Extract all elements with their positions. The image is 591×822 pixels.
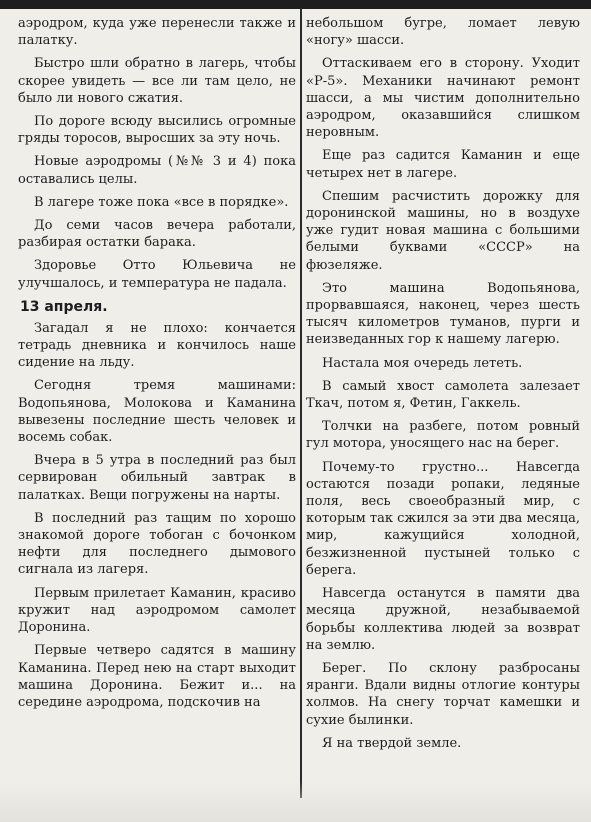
paragraph: Загадал я не плохо: кончается тетрадь дневника и кончилось наше сидение на льду. [18,320,296,371]
left-column [18,15,296,717]
paragraph: По дороге всюду высились огромные гряды торосов, выросших за эту ночь. [18,114,296,147]
paragraph: Спешим расчистить дорожку для доронинской машины, но в воздухе уже гудит новая машина с большими белыми буквами «СССР» на фюзеляже. [306,188,580,273]
paragraph: Это машина Водопьянова, прорвавшаяся, наконец, через шесть тысяч километров туманов, пурги и неизведанных гор к нашему лагерю. [306,280,580,348]
date-heading: 13 апреля. [20,298,108,315]
column-divider [300,8,302,798]
top-rule [0,0,591,9]
paragraph: Сегодня тремя машинами: Водопьянова, Молокова и Каманина вывезены последние шесть человек и восемь собак. [18,378,296,446]
paragraph: Вчера в 5 утра в последний раз был сервирован обильный завтрак в палатках. Вещи погружены на нарты. [18,453,296,503]
paragraph: Оттаскиваем его в сторону. Уходит «Р-5». Механики начинают ремонт шасси, а мы чистим дополнительно аэродром, оказавшийся слишком неровным. [306,56,580,141]
paragraph: До семи часов вечера работали, разбирая остатки барака. [18,218,296,251]
paragraph: Первые четверо садятся в машину Каманина. Перед нею на старт выходит машина Доронина. Бежит и... на середине аэродрома, подскочив на [18,643,296,710]
paragraph: В самый хвост самолета залезает Ткач, потом я, Фетин, Гаккель. [306,378,580,412]
paragraph: Почему-то грустно... Навсегда остаются позади ропаки, ледяные поля, весь своеобразный мир, с которым так сжился за эти два месяца, мир, кажущийся холодной, безжизненной пустыней только с берега. [306,459,580,578]
paragraph: Быстро шли обратно в лагерь, чтобы скорее увидеть — все ли там цело, не было ли нового сжатия. [18,56,296,106]
page-bottom-shade [0,782,591,822]
paragraph: В последний раз тащим по хорошо знакомой дороге тобоган с бочонком нефти для последнего дымового сигнала из лагеря. [18,510,296,578]
paragraph: Здоровье Отто Юльевича не улучшалось, и температура не падала. [18,258,296,291]
paragraph: В лагере тоже пока «все в порядке». [34,194,289,210]
paragraph: Я на твердой земле. [322,735,462,751]
paragraph: Берег. По склону разбросаны яранги. Вдали видны отлогие контуры холмов. На снегу торчат камешки и сухие былинки. [306,660,580,728]
paragraph: небольшом бугре, ломает левую «ногу» шасси. [306,16,580,49]
right-column [306,15,580,758]
paragraph: Первым прилетает Каманин, красиво кружит над аэродромом самолет Доронина. [18,585,296,636]
paragraph: аэродром, куда уже перенесли также и палатку. [18,16,296,49]
paragraph: Еще раз садится Каманин и еще четырех нет в лагере. [306,148,580,181]
paragraph: Настала моя очередь лететь. [322,355,523,371]
paragraph: Толчки на разбеге, потом ровный гул мотора, уносящего нас на берег. [306,419,580,452]
paragraph: Навсегда останутся в памяти два месяца дружной, незабываемой борьбы коллектива людей за возврат на землю. [306,586,580,653]
paragraph: Новые аэродромы (№№ 3 и 4) пока оставались целы. [18,154,296,187]
